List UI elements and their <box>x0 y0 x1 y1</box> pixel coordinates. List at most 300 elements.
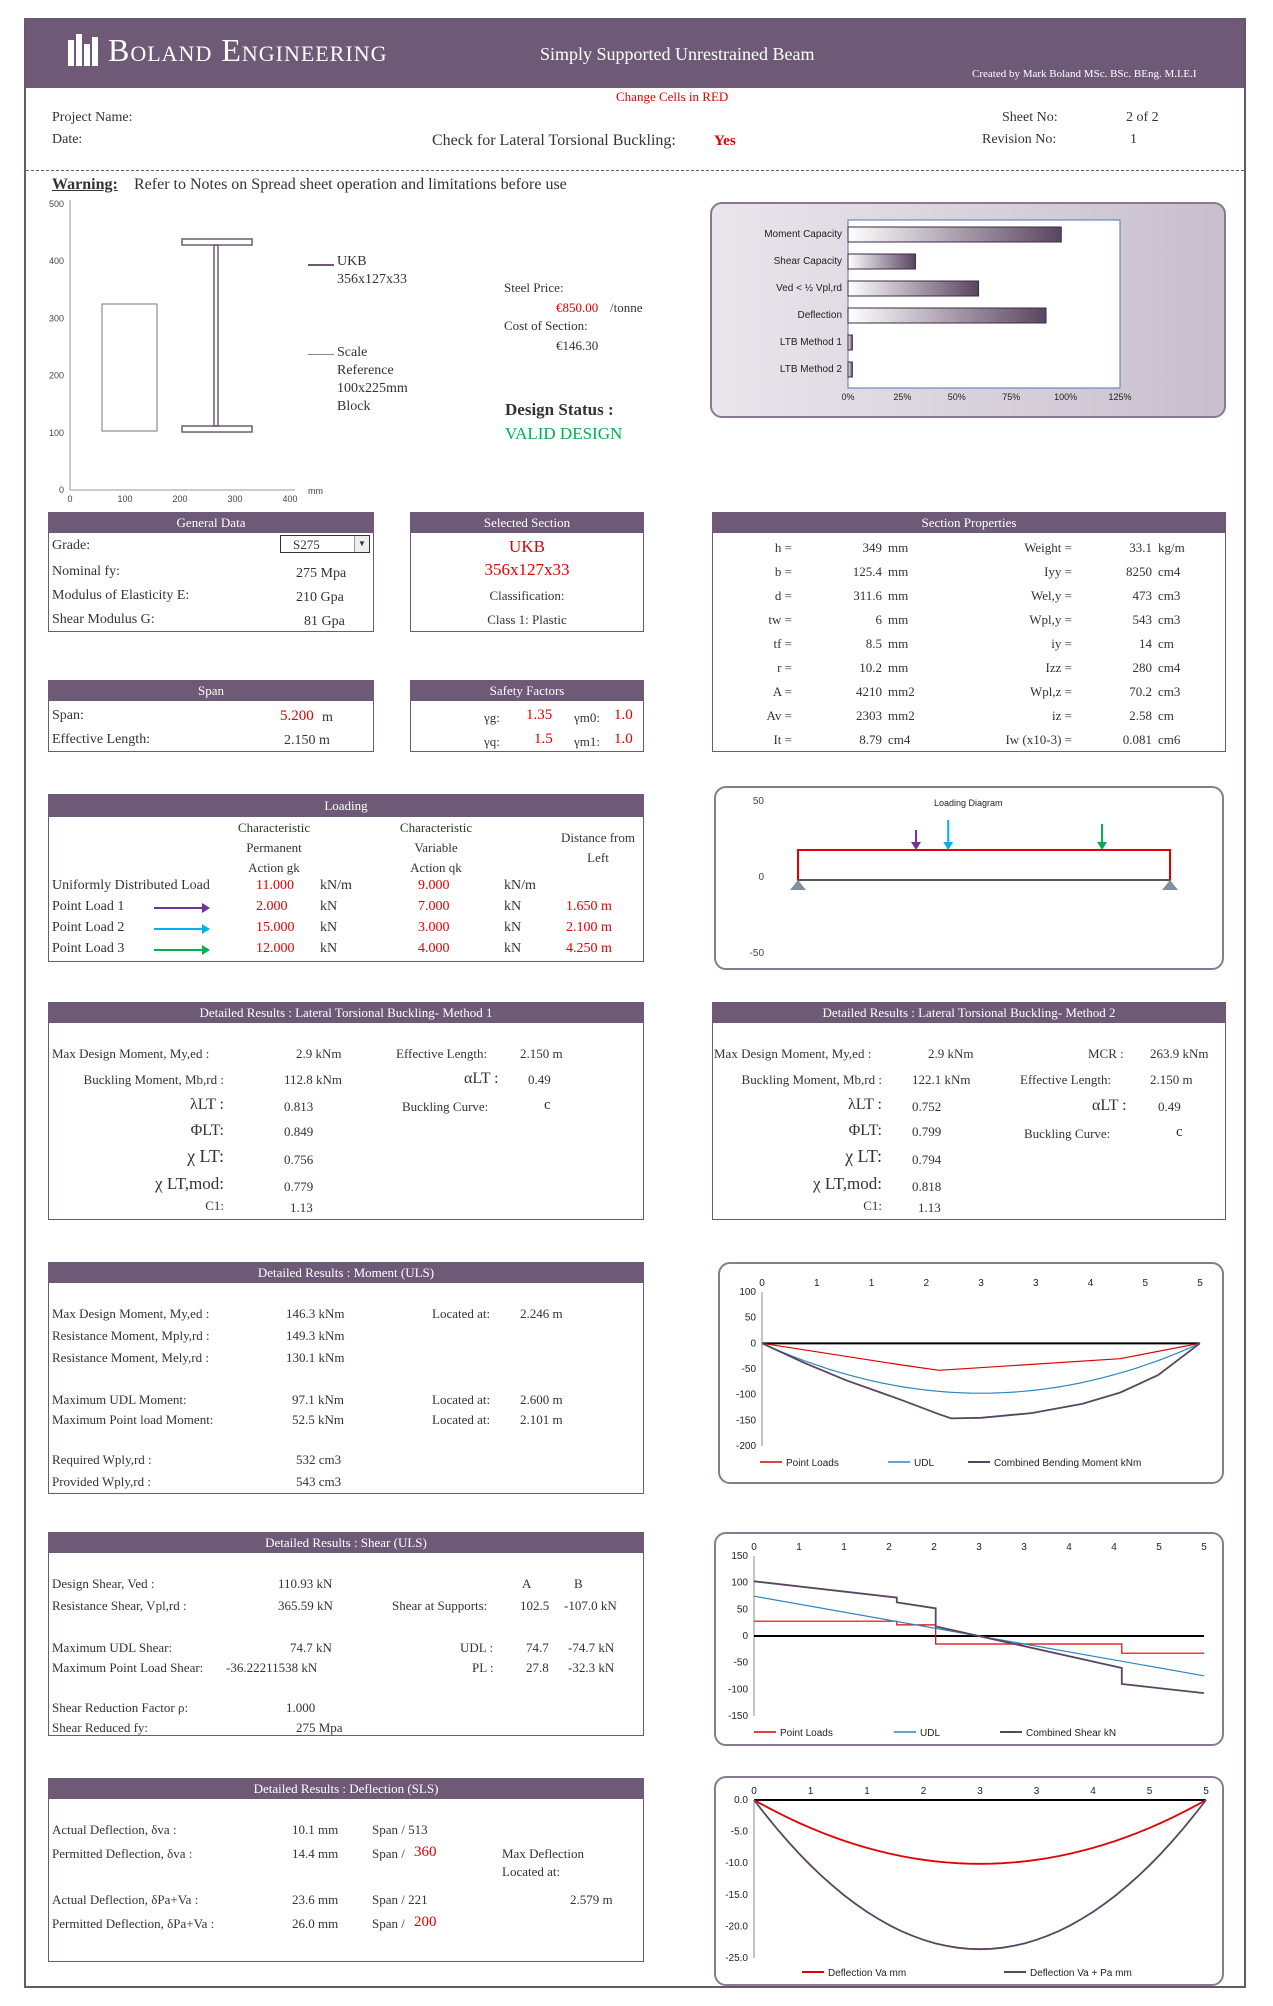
section-x-unit: mm <box>308 486 323 496</box>
shear-sup-b: -107.0 kN <box>564 1598 617 1613</box>
scale-block <box>102 304 157 431</box>
shear-pl-a: 27.8 <box>526 1660 549 1675</box>
capacity-category-label: Shear Capacity <box>773 256 842 267</box>
prop-left-value: 10.2 <box>859 660 882 675</box>
prop-right-value: 543 <box>1132 612 1152 627</box>
design-status-label: Design Status : <box>505 400 614 419</box>
legend-label: Combined Shear kN <box>1026 1728 1117 1739</box>
load-qk-unit: kN/m <box>504 878 536 893</box>
span-value[interactable]: 5.200 <box>280 708 314 724</box>
capacity-bar <box>848 254 915 269</box>
ltb2-eff-value: 2.150 m <box>1150 1072 1193 1087</box>
section-y-tick: 0 <box>58 485 64 495</box>
ltb2-eff-label: Effective Length: <box>1020 1072 1112 1087</box>
load-qk-unit: kN <box>504 941 522 956</box>
ltb-check-value[interactable]: Yes <box>714 133 736 149</box>
chart-y-tick: -50 <box>733 1657 748 1669</box>
shear-sup-a: 102.5 <box>520 1598 550 1613</box>
chart-x-tick: 1 <box>796 1542 802 1553</box>
prop-left-label: r = <box>777 660 792 675</box>
ltb2-chim-value: 0.818 <box>912 1179 942 1194</box>
point-load-arrowhead <box>911 842 921 850</box>
moment-prov-label: Provided Wply,rd : <box>52 1474 151 1489</box>
moment-mmax-value: 146.3 kNm <box>286 1306 345 1321</box>
point-load-arrowhead <box>943 842 953 850</box>
prop-left-unit: mm <box>888 636 909 651</box>
ltb1-lambda-value: 0.813 <box>284 1099 314 1114</box>
ltb2-alpha-label: αLT : <box>1092 1097 1127 1114</box>
capacity-category-label: LTB Method 1 <box>779 337 842 348</box>
legend-label: Deflection Va + Pa mm <box>1030 1968 1132 1979</box>
ltb2-buck-value: 122.1 kNm <box>912 1072 971 1087</box>
chart-x-tick: 5 <box>1142 1278 1149 1289</box>
chart-y-tick: -20.0 <box>725 1921 748 1933</box>
defl-max-loc: 2.579 m <box>570 1892 613 1907</box>
capacity-x-tick: 100% <box>1054 392 1078 402</box>
moment-chart <box>718 1262 1224 1484</box>
prop-left-value: 2303 <box>856 708 882 723</box>
load-gk-value[interactable]: 15.000 <box>256 920 295 935</box>
shear-pt-value: -36.22211538 kN <box>226 1660 318 1675</box>
general-data-title: General Data <box>49 513 373 533</box>
capacity-bar <box>848 308 1046 323</box>
steel-price-value[interactable]: €850.00 <box>556 300 599 315</box>
chart-y-tick: -15.0 <box>725 1889 748 1901</box>
prop-right-unit: cm3 <box>1158 588 1181 603</box>
point-load-arrowhead <box>1097 842 1107 850</box>
prop-right-unit: cm3 <box>1158 684 1181 699</box>
moment-mmax-label: Max Design Moment, My,ed : <box>52 1306 210 1321</box>
load-row-label: Point Load 1 <box>52 899 125 914</box>
ltb-method2-title: Detailed Results : Lateral Torsional Buckling- Method 2 <box>713 1003 1225 1023</box>
chart-x-tick: 2 <box>886 1542 892 1553</box>
defl-a2-span: Span / 221 <box>372 1892 428 1907</box>
load-distance-value[interactable]: 4.250 m <box>566 941 612 956</box>
defl-p2-value: 26.0 mm <box>292 1916 339 1931</box>
shear-pt-label: Maximum Point Load Shear: <box>52 1660 204 1675</box>
ltb2-phi-value: 0.799 <box>912 1124 942 1139</box>
chart-y-tick: 150 <box>731 1551 748 1562</box>
selected-section-title: Selected Section <box>411 513 643 533</box>
ltb-method1-title: Detailed Results : Lateral Torsional Buckling- Method 1 <box>49 1003 643 1023</box>
defl-a2-label: Actual Deflection, δPa+Va : <box>52 1892 199 1907</box>
chart-y-tick: -150 <box>735 1415 756 1427</box>
capacity-chart <box>710 202 1226 418</box>
defl-p2-limit[interactable]: 200 <box>414 1914 437 1930</box>
prop-right-label: iy = <box>1051 636 1072 651</box>
span-unit: m <box>322 710 333 725</box>
capacity-bar <box>848 335 852 350</box>
ym1-value[interactable]: 1.0 <box>614 731 633 747</box>
chevron-down-icon[interactable]: ▼ <box>354 536 369 552</box>
ltb1-c1-label: C1: <box>205 1198 224 1213</box>
section-y-tick: 200 <box>48 370 64 381</box>
section-x-tick: 0 <box>67 494 73 504</box>
ltb2-c1-value: 1.13 <box>918 1200 941 1215</box>
prop-left-value: 8.79 <box>859 732 882 747</box>
prop-right-unit: kg/m <box>1158 540 1185 555</box>
defl-a1-span: Span / 513 <box>372 1822 428 1837</box>
prop-left-label: b = <box>774 564 792 579</box>
grade-value: S275 <box>293 537 320 552</box>
ltb2-mmax-label: Max Design Moment, My,ed : <box>714 1046 872 1061</box>
load-qk-value[interactable]: 7.000 <box>418 899 450 914</box>
chart-y-tick: -100 <box>735 1389 756 1401</box>
prop-right-value: 2.58 <box>1129 708 1152 723</box>
design-status-value: VALID DESIGN <box>505 424 623 443</box>
prop-right-value: 14 <box>1139 636 1152 651</box>
series-combined-moment-line <box>762 1343 1200 1418</box>
ukb-legend-line <box>308 264 334 266</box>
yq-value[interactable]: 1.5 <box>534 731 553 747</box>
moment-udl-loc-value: 2.600 m <box>520 1392 563 1407</box>
steel-price-unit: /tonne <box>610 300 643 315</box>
ltb2-alpha-value: 0.49 <box>1158 1099 1181 1114</box>
prop-left-label: d = <box>774 588 792 603</box>
loading-diagram-y-tick: -50 <box>749 948 764 959</box>
cost-value: €146.30 <box>556 338 599 353</box>
ltb2-mcr-label: MCR : <box>1088 1046 1124 1061</box>
prop-left-label: It = <box>773 732 792 747</box>
chart-y-tick: -150 <box>727 1711 748 1722</box>
chart-x-tick: 1 <box>868 1278 875 1289</box>
capacity-x-tick: 0% <box>841 392 855 402</box>
section-type[interactable]: UKB <box>509 537 545 556</box>
chart-x-tick: 0 <box>751 1542 757 1553</box>
series-deflection-va-line <box>754 1800 1206 1864</box>
load-gk-unit: kN <box>320 920 338 935</box>
loading-diagram-y-tick: 0 <box>758 872 764 883</box>
chart-y-tick: 0 <box>750 1338 756 1350</box>
section-size[interactable]: 356x127x33 <box>484 560 570 579</box>
logo-icon <box>66 32 100 66</box>
shear-b-head: B <box>574 1576 583 1591</box>
dist-head-2: Left <box>587 850 609 865</box>
shear-a-head: A <box>522 1576 532 1591</box>
ltb1-mmax-label: Max Design Moment, My,ed : <box>52 1046 210 1061</box>
load-gk-unit: kN <box>320 899 338 914</box>
defl-max-label-2: Located at: <box>502 1864 561 1879</box>
shear-ved-label: Design Shear, Ved : <box>52 1576 155 1591</box>
ltb1-chi-value: 0.756 <box>284 1152 314 1167</box>
ym0-label: γm0: <box>574 710 600 725</box>
ltb1-alpha-value: 0.49 <box>528 1072 551 1087</box>
scale-legend-line <box>308 354 334 355</box>
prop-right-label: Weight = <box>1024 540 1072 555</box>
prop-right-unit: cm <box>1158 636 1174 651</box>
load-gk-value[interactable]: 11.000 <box>256 878 294 893</box>
moment-udl-label: Maximum UDL Moment: <box>52 1392 187 1407</box>
chart-x-tick: 1 <box>864 1786 870 1797</box>
ltb2-curve-value: c <box>1176 1124 1183 1140</box>
section-x-tick: 200 <box>172 494 188 504</box>
ltb2-chim-label: χ LT,mod: <box>813 1174 882 1193</box>
series-point-loads-line <box>754 1621 1204 1653</box>
shear-title: Detailed Results : Shear (ULS) <box>49 1533 643 1553</box>
defl-a1-value: 10.1 mm <box>292 1822 339 1837</box>
load-arrow-icon <box>152 901 212 915</box>
load-row-label: Point Load 2 <box>52 920 125 935</box>
shear-rho-value: 1.000 <box>286 1700 316 1715</box>
prop-left-label: tw = <box>768 612 792 627</box>
capacity-x-tick: 25% <box>893 392 912 402</box>
shear-vpl-label: Resistance Shear, Vpl,rd : <box>52 1598 187 1613</box>
chart-x-tick: 2 <box>923 1278 930 1289</box>
project-name-label: Project Name: <box>52 110 133 125</box>
capacity-bar <box>848 362 852 377</box>
loading-diagram-y-tick: 50 <box>752 796 764 807</box>
ltb1-phi-value: 0.849 <box>284 1124 314 1139</box>
prop-left-value: 8.5 <box>865 636 882 651</box>
udl-block <box>798 850 1170 880</box>
prop-right-unit: cm <box>1158 708 1174 723</box>
moment-title: Detailed Results : Moment (ULS) <box>49 1263 643 1283</box>
prop-left-unit: mm2 <box>888 684 915 699</box>
scale-legend-1: Scale <box>337 345 368 360</box>
chart-x-tick: 4 <box>1066 1542 1072 1553</box>
defl-p1-value: 14.4 mm <box>292 1846 339 1861</box>
loading-diagram <box>714 786 1224 970</box>
prop-right-label: Izz = <box>1045 660 1072 675</box>
section-y-tick: 400 <box>48 256 64 267</box>
chart-x-tick: 3 <box>978 1278 984 1289</box>
load-qk-value[interactable]: 3.000 <box>418 920 450 935</box>
scale-legend-4: Block <box>337 399 371 414</box>
legend-label: UDL <box>920 1728 941 1739</box>
load-row-label: Uniformly Distributed Load <box>52 878 210 893</box>
section-y-tick: 100 <box>48 427 64 438</box>
moment-mel-label: Resistance Moment, Mely,rd : <box>52 1350 209 1365</box>
capacity-bar <box>848 281 979 296</box>
defl-p1-span: Span / <box>372 1846 405 1861</box>
shear-udl-l: UDL : <box>460 1640 494 1655</box>
grade-select[interactable] <box>280 535 370 553</box>
shear-vpl-value: 365.59 kN <box>278 1598 333 1613</box>
ltb1-chim-value: 0.779 <box>284 1179 314 1194</box>
defl-a2-value: 23.6 mm <box>292 1892 339 1907</box>
moment-udl-loc-label: Located at: <box>432 1392 491 1407</box>
prop-right-unit: cm6 <box>1158 732 1181 747</box>
prop-right-label: Wpl,z = <box>1030 684 1072 699</box>
prop-left-unit: mm <box>888 660 909 675</box>
legend-label: UDL <box>914 1458 935 1469</box>
load-gk-value[interactable]: 12.000 <box>256 941 295 956</box>
load-gk-value[interactable]: 2.000 <box>256 899 288 914</box>
prop-right-label: Wel,y = <box>1031 588 1072 603</box>
e-value: 210 Gpa <box>296 590 344 605</box>
loading-diagram-title: Loading Diagram <box>934 798 1003 808</box>
moment-pt-label: Maximum Point load Moment: <box>52 1412 214 1427</box>
chart-x-tick: 3 <box>1033 1786 1040 1797</box>
creator-text: Created by Mark Boland MSc. BSc. BEng. M.I.E.I <box>972 68 1197 80</box>
shear-pl-l: PL : <box>472 1660 494 1675</box>
chart-x-tick: 3 <box>976 1542 982 1553</box>
prop-left-label: Av = <box>766 708 792 723</box>
ltb2-chi-label: χ LT: <box>845 1146 882 1166</box>
shear-udl-label: Maximum UDL Shear: <box>52 1640 173 1655</box>
load-distance-value[interactable]: 1.650 m <box>566 899 612 914</box>
ltb2-buck-label: Buckling Moment, Mb,rd : <box>741 1072 882 1087</box>
load-distance-value[interactable]: 2.100 m <box>566 920 612 935</box>
ltb1-c1-value: 1.13 <box>290 1200 313 1215</box>
effective-length-value: 2.150 m <box>284 733 330 748</box>
capacity-category-label: LTB Method 2 <box>779 364 842 375</box>
prop-left-unit: mm <box>888 564 909 579</box>
yq-label: γq: <box>484 734 500 749</box>
chart-y-tick: 0.0 <box>734 1795 748 1806</box>
loading-table <box>48 878 644 962</box>
shear-sup-label: Shear at Supports: <box>392 1598 488 1613</box>
prop-right-label: Iyy = <box>1044 564 1072 579</box>
moment-mpl-value: 149.3 kNm <box>286 1328 345 1343</box>
chart-y-tick: -100 <box>727 1684 748 1696</box>
prop-right-unit: cm4 <box>1158 660 1181 675</box>
yg-value[interactable]: 1.35 <box>526 707 553 723</box>
section-properties-title: Section Properties <box>713 513 1225 533</box>
prop-left-unit: cm4 <box>888 732 911 747</box>
perm-head-1: Characteristic <box>237 820 311 835</box>
capacity-x-tick: 75% <box>1002 392 1021 402</box>
cost-label: Cost of Section: <box>504 318 588 333</box>
perm-head-3: Action gk <box>248 860 300 875</box>
prop-right-value: 8250 <box>1126 564 1152 579</box>
chart-x-tick: 4 <box>1111 1542 1117 1553</box>
dist-head-1: Distance from <box>560 830 635 845</box>
chart-y-tick: -200 <box>735 1441 756 1452</box>
capacity-category-label: Ved < ½ Vpl,rd <box>776 283 842 294</box>
steel-price-label: Steel Price: <box>504 280 564 295</box>
load-qk-value[interactable]: 9.000 <box>418 878 450 893</box>
shear-udl-value: 74.7 kN <box>290 1640 332 1655</box>
chart-x-tick: 1 <box>807 1786 814 1797</box>
prop-right-label: Iw (x10-3) = <box>1005 732 1072 747</box>
series-point-loads-line <box>762 1343 1200 1370</box>
prop-left-value: 125.4 <box>852 564 882 579</box>
ltb1-eff-value: 2.150 m <box>520 1046 563 1061</box>
shear-fy-value: 275 Mpa <box>296 1720 343 1735</box>
classification-value: Class 1: Plastic <box>487 612 567 627</box>
legend-label: Combined Bending Moment kNm <box>994 1458 1142 1469</box>
load-gk-unit: kN <box>320 941 338 956</box>
chart-x-tick: 1 <box>841 1542 847 1553</box>
prop-left-label: h = <box>774 540 792 555</box>
grade-label: Grade: <box>52 538 91 553</box>
prop-left-label: A = <box>772 684 792 699</box>
load-gk-unit: kN/m <box>320 878 352 893</box>
prop-left-unit: mm2 <box>888 708 915 723</box>
section-y-tick: 300 <box>48 313 64 324</box>
ltb2-mcr-value: 263.9 kNm <box>1150 1046 1209 1061</box>
capacity-x-tick: 50% <box>947 392 966 402</box>
prop-right-value: 280 <box>1132 660 1152 675</box>
warning-label: Warning: <box>52 176 118 193</box>
chart-y-tick: -10.0 <box>725 1858 748 1870</box>
chart-x-tick: 0 <box>759 1278 765 1289</box>
prop-left-value: 349 <box>862 540 882 555</box>
prop-right-label: Wpl,y = <box>1029 612 1072 627</box>
ltb1-buck-value: 112.8 kNm <box>284 1072 343 1087</box>
shear-udl-b: -74.7 kN <box>568 1640 615 1655</box>
prop-left-unit: mm <box>888 540 909 555</box>
capacity-plot-area <box>848 220 1120 388</box>
ltb1-curve-label: Buckling Curve: <box>402 1099 489 1114</box>
load-arrow-icon <box>152 922 212 936</box>
ltb1-eff-label: Effective Length: <box>396 1046 488 1061</box>
scale-legend-3: 100x225mm <box>337 381 408 396</box>
chart-x-tick: 2 <box>920 1786 927 1797</box>
ltb2-lambda-label: λLT : <box>848 1096 882 1113</box>
shear-fy-label: Shear Reduced fy: <box>52 1720 149 1735</box>
prop-right-value: 33.1 <box>1129 540 1152 555</box>
fy-label: Nominal fy: <box>52 564 121 579</box>
section-y-tick: 500 <box>48 200 64 209</box>
load-qk-unit: kN <box>504 920 522 935</box>
revision-label: Revision No: <box>982 132 1057 147</box>
warning-text: Refer to Notes on Spread sheet operation and limitations before use <box>134 176 567 193</box>
defl-p2-span: Span / <box>372 1916 405 1931</box>
section-x-tick: 300 <box>227 494 243 504</box>
prop-left-value: 311.6 <box>853 588 882 603</box>
chart-y-tick: -25.0 <box>725 1953 748 1964</box>
series-deflection-va-pa-line <box>754 1800 1206 1949</box>
legend-label: Point Loads <box>780 1728 833 1739</box>
defl-p2-label: Permitted Deflection, δPa+Va : <box>52 1916 215 1931</box>
prop-right-label: iz = <box>1052 708 1072 723</box>
section-x-tick: 100 <box>117 494 133 504</box>
chart-x-tick: 4 <box>1090 1786 1096 1797</box>
change-note: Change Cells in RED <box>616 89 729 104</box>
classification-label: Classification: <box>489 588 565 603</box>
ltb2-phi-label: ΦLT: <box>848 1122 882 1139</box>
brand-name: Boland Engineering <box>108 32 388 68</box>
ltb2-mmax-value: 2.9 kNm <box>928 1046 974 1061</box>
capacity-category-label: Deflection <box>797 310 842 321</box>
prop-left-value: 6 <box>875 612 882 627</box>
chart-y-tick: 50 <box>744 1312 756 1324</box>
moment-loc-value: 2.246 m <box>520 1306 563 1321</box>
load-qk-value[interactable]: 4.000 <box>418 941 450 956</box>
capacity-x-tick: 125% <box>1108 392 1132 402</box>
prop-left-value: 4210 <box>856 684 882 699</box>
chart-x-tick: 3 <box>977 1786 983 1797</box>
deflection-title: Detailed Results : Deflection (SLS) <box>49 1779 643 1799</box>
chart-y-tick: 50 <box>736 1604 748 1616</box>
chart-y-tick: 0 <box>742 1631 748 1642</box>
date-label: Date: <box>52 132 83 147</box>
moment-udl-value: 97.1 kNm <box>292 1392 344 1407</box>
revision-value: 1 <box>1130 132 1137 147</box>
legend-label: Point Loads <box>786 1458 839 1469</box>
defl-max-label-1: Max Deflection <box>502 1846 584 1861</box>
load-row-label: Point Load 3 <box>52 941 125 956</box>
chart-x-tick: 3 <box>1032 1278 1039 1289</box>
moment-req-value: 532 cm3 <box>296 1452 342 1467</box>
ltb1-chi-label: χ LT: <box>187 1146 224 1166</box>
moment-pt-loc-value: 2.101 m <box>520 1412 563 1427</box>
ym0-value[interactable]: 1.0 <box>614 707 633 723</box>
section-x-tick: 400 <box>282 494 298 504</box>
prop-right-unit: cm4 <box>1158 564 1181 579</box>
chart-y-tick: 100 <box>731 1577 748 1589</box>
moment-mel-value: 130.1 kNm <box>286 1350 345 1365</box>
prop-left-unit: mm <box>888 612 909 627</box>
load-qk-unit: kN <box>504 899 522 914</box>
defl-p1-limit[interactable]: 360 <box>414 1844 437 1860</box>
ltb1-chim-label: χ LT,mod: <box>155 1174 224 1193</box>
perm-head-2: Permanent <box>246 840 302 855</box>
yg-label: γg: <box>484 710 500 725</box>
chart-x-tick: 0 <box>751 1786 757 1797</box>
